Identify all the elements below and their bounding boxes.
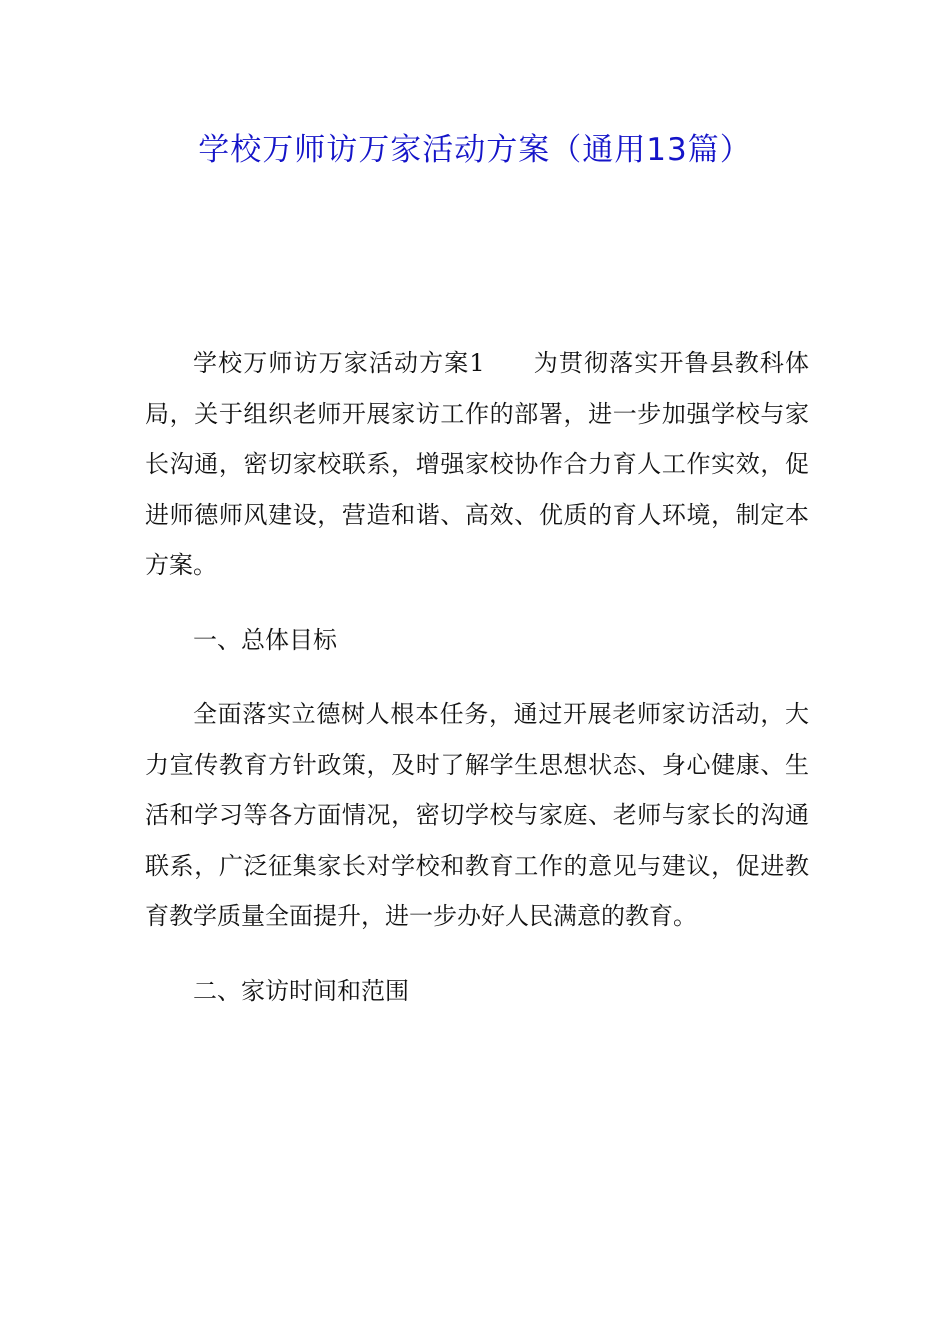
section-2-heading: 二、家访时间和范围 (193, 976, 409, 1005)
intro-heading: 学校万师访万家活动方案1 (193, 349, 485, 377)
document-title: 学校万师访万家活动方案（通用13篇） (198, 132, 752, 168)
section-1-heading: 一、总体目标 (193, 625, 337, 654)
intro-text: 为贯彻落实开鲁县教科体局，关于组织老师开展家访工作的部署，进一步加强学校与家长沟通，密切家校联系，增强家校协作合力育人工作实效，促进师德师风建设，营造和谐、高效、优质的育人环境，制定本方案。 (145, 349, 809, 579)
intro-paragraph (145, 338, 809, 591)
section-1-text: 全面落实立德树人根本任务，通过开展老师家访活动，大力宣传教育方针政策，及时了解学生思想状态、身心健康、生活和学习等各方面情况，密切学校与家庭、老师与家长的沟通联系，广泛征集家长对学校和教育工作的意见与建议，促进教育教学质量全面提升，进一步办好人民满意的教育。 (145, 700, 809, 930)
document-body (145, 338, 809, 1040)
